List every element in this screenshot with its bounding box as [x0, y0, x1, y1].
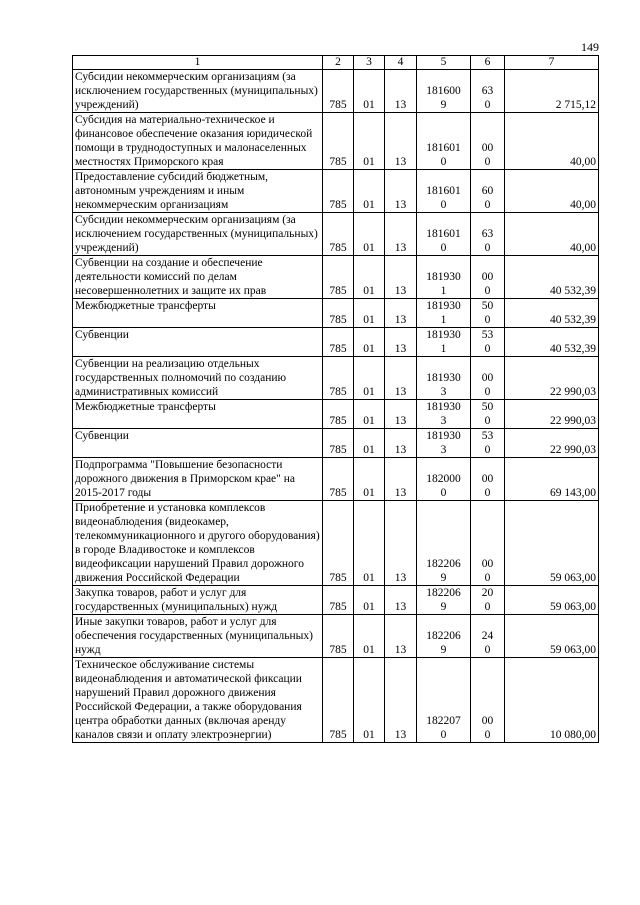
- target-code-part-2: 9: [440, 99, 447, 111]
- expense-code-part-2: 0: [484, 99, 491, 111]
- target-code-part-2: 0: [440, 487, 447, 499]
- row-name-cell: Межбюджетные трансферты: [73, 400, 323, 429]
- table-row: [73, 113, 599, 170]
- row-code-chapter: 785: [323, 458, 354, 501]
- row-name-cell: Субвенции на создание и обеспечение деятельности комиссий по делам несовершеннолетних и защите их прав: [73, 256, 323, 299]
- row-code-chapter: 785: [323, 658, 354, 743]
- table-row: [73, 256, 599, 299]
- row-amount: 2 715,12: [505, 70, 599, 113]
- row-amount: 22 990,03: [505, 400, 599, 429]
- row-amount: 40,00: [505, 213, 599, 256]
- expense-code-part-2: 0: [484, 386, 491, 398]
- page-number: 149: [581, 40, 599, 54]
- expense-code-part-1: 53: [481, 329, 494, 341]
- row-code-subsection: 13: [385, 357, 417, 400]
- row-code-expense-type: [471, 70, 505, 113]
- row-code-subsection: 13: [385, 615, 417, 658]
- expense-code-part-2: 0: [484, 572, 491, 584]
- row-code-chapter: 785: [323, 501, 354, 586]
- row-code-subsection: 13: [385, 429, 417, 458]
- expense-code-part-1: 24: [481, 630, 494, 642]
- row-amount: 59 063,00: [505, 586, 599, 615]
- row-name-cell: Иные закупки товаров, работ и услуг для обеспечения государственных (муниципальных) нужд: [73, 615, 323, 658]
- expense-code-part-2: 0: [484, 444, 491, 456]
- table-body: [73, 70, 599, 743]
- row-code-expense-type: [471, 429, 505, 458]
- row-amount: 59 063,00: [505, 501, 599, 586]
- table-header: [73, 56, 599, 70]
- row-code-target: [417, 357, 471, 400]
- row-code-section: 01: [354, 299, 385, 328]
- expense-code-part-2: 0: [484, 199, 491, 211]
- row-name-cell: Межбюджетные трансферты: [73, 299, 323, 328]
- row-code-section: 01: [354, 256, 385, 299]
- target-code-part-1: 181930: [426, 329, 461, 341]
- target-code-part-1: 181930: [426, 300, 461, 312]
- target-code-part-2: 9: [440, 644, 447, 656]
- row-code-target: [417, 113, 471, 170]
- expense-code-part-2: 0: [484, 644, 491, 656]
- row-code-expense-type: [471, 113, 505, 170]
- row-code-section: 01: [354, 357, 385, 400]
- row-code-chapter: 785: [323, 213, 354, 256]
- row-code-expense-type: [471, 501, 505, 586]
- row-name-cell: Субсидии некоммерческим организациям (за исключением государственных (муниципальных) учреждений): [73, 213, 323, 256]
- row-code-expense-type: [471, 458, 505, 501]
- expense-code-part-1: 50: [481, 300, 494, 312]
- expense-code-part-1: 60: [481, 185, 494, 197]
- table-row: [73, 615, 599, 658]
- row-name-cell: Приобретение и установка комплексов видеонаблюдения (видеокамер, телекоммуникационного и другого оборудования) в городе Владивостоке и комплексов видеофиксации нарушений Правил дорожного движения Российской Федерации: [73, 501, 323, 586]
- expense-code-part-1: 00: [481, 558, 494, 570]
- row-code-target: [417, 328, 471, 357]
- row-code-expense-type: [471, 400, 505, 429]
- row-amount: 40,00: [505, 170, 599, 213]
- target-code-part-1: 181930: [426, 271, 461, 283]
- row-code-target: [417, 458, 471, 501]
- row-code-subsection: 13: [385, 658, 417, 743]
- expense-code-part-1: 20: [481, 587, 494, 599]
- row-code-section: 01: [354, 70, 385, 113]
- row-amount: 40 532,39: [505, 328, 599, 357]
- table-row: [73, 400, 599, 429]
- row-code-chapter: 785: [323, 429, 354, 458]
- target-code-part-1: 182206: [426, 587, 461, 599]
- row-amount: 22 990,03: [505, 357, 599, 400]
- expense-code-part-1: 63: [481, 228, 494, 240]
- row-amount: 40,00: [505, 113, 599, 170]
- target-code-part-1: 181600: [426, 85, 461, 97]
- row-code-expense-type: [471, 213, 505, 256]
- expense-code-part-1: 50: [481, 401, 494, 413]
- target-code-part-2: 3: [440, 386, 447, 398]
- table-row: [73, 70, 599, 113]
- target-code-part-1: 181930: [426, 401, 461, 413]
- row-code-target: [417, 170, 471, 213]
- row-code-section: 01: [354, 586, 385, 615]
- header-col-4: 4: [385, 56, 417, 70]
- header-col-1: 1: [73, 56, 323, 70]
- row-amount: 59 063,00: [505, 615, 599, 658]
- row-code-chapter: 785: [323, 70, 354, 113]
- target-code-part-1: 181601: [426, 185, 461, 197]
- expense-code-part-1: 00: [481, 372, 494, 384]
- table-row: [73, 328, 599, 357]
- target-code-part-2: 1: [440, 285, 447, 297]
- row-code-section: 01: [354, 328, 385, 357]
- expense-code-part-1: 00: [481, 271, 494, 283]
- row-amount: 22 990,03: [505, 429, 599, 458]
- row-code-subsection: 13: [385, 299, 417, 328]
- target-code-part-1: 182206: [426, 630, 461, 642]
- row-code-chapter: 785: [323, 400, 354, 429]
- row-code-target: [417, 501, 471, 586]
- expense-code-part-1: 53: [481, 430, 494, 442]
- row-code-expense-type: [471, 299, 505, 328]
- row-code-target: [417, 400, 471, 429]
- row-code-subsection: 13: [385, 328, 417, 357]
- row-code-target: [417, 615, 471, 658]
- table-row: [73, 658, 599, 743]
- row-code-chapter: 785: [323, 256, 354, 299]
- row-code-chapter: 785: [323, 328, 354, 357]
- row-code-subsection: 13: [385, 70, 417, 113]
- row-code-target: [417, 213, 471, 256]
- header-col-7: 7: [505, 56, 599, 70]
- row-code-expense-type: [471, 357, 505, 400]
- expense-code-part-1: 00: [481, 715, 494, 727]
- row-name-cell: Субсидии некоммерческим организациям (за исключением государственных (муниципальных) учреждений): [73, 70, 323, 113]
- row-code-target: [417, 299, 471, 328]
- row-code-chapter: 785: [323, 170, 354, 213]
- row-code-chapter: 785: [323, 586, 354, 615]
- expense-code-part-2: 0: [484, 242, 491, 254]
- row-name-cell: Закупка товаров, работ и услуг для государственных (муниципальных) нужд: [73, 586, 323, 615]
- target-code-part-2: 0: [440, 242, 447, 254]
- row-code-subsection: 13: [385, 256, 417, 299]
- expense-code-part-2: 0: [484, 343, 491, 355]
- row-name-cell: Субвенции: [73, 429, 323, 458]
- row-code-expense-type: [471, 328, 505, 357]
- table-row: [73, 586, 599, 615]
- row-code-target: [417, 256, 471, 299]
- row-code-section: 01: [354, 170, 385, 213]
- header-row: [73, 56, 599, 70]
- row-code-subsection: 13: [385, 113, 417, 170]
- target-code-part-2: 1: [440, 314, 447, 326]
- row-code-chapter: 785: [323, 113, 354, 170]
- row-code-subsection: 13: [385, 501, 417, 586]
- target-code-part-1: 181601: [426, 228, 461, 240]
- header-col-2: 2: [323, 56, 354, 70]
- row-code-target: [417, 586, 471, 615]
- target-code-part-1: 182207: [426, 715, 461, 727]
- header-col-5: 5: [417, 56, 471, 70]
- target-code-part-2: 3: [440, 415, 447, 427]
- expense-code-part-2: 0: [484, 285, 491, 297]
- expense-code-part-2: 0: [484, 314, 491, 326]
- table-row: [73, 458, 599, 501]
- row-name-cell: Предоставление субсидий бюджетным, автономным учреждениям и иным некоммерческим организациям: [73, 170, 323, 213]
- row-code-target: [417, 70, 471, 113]
- expense-code-part-1: 00: [481, 142, 494, 154]
- target-code-part-2: 0: [440, 729, 447, 741]
- row-code-expense-type: [471, 586, 505, 615]
- expense-code-part-2: 0: [484, 415, 491, 427]
- target-code-part-1: 181930: [426, 430, 461, 442]
- row-code-target: [417, 429, 471, 458]
- row-code-chapter: 785: [323, 299, 354, 328]
- row-name-cell: Субсидия на материально-техническое и финансовое обеспечение оказания юридической помощи в труднодоступных и малонаселенных местностях Приморского края: [73, 113, 323, 170]
- row-code-chapter: 785: [323, 615, 354, 658]
- expense-code-part-2: 0: [484, 729, 491, 741]
- table-row: [73, 501, 599, 586]
- row-code-section: 01: [354, 400, 385, 429]
- row-code-section: 01: [354, 615, 385, 658]
- expense-code-part-1: 63: [481, 85, 494, 97]
- header-col-3: 3: [354, 56, 385, 70]
- target-code-part-2: 3: [440, 444, 447, 456]
- row-code-subsection: 13: [385, 586, 417, 615]
- row-amount: 69 143,00: [505, 458, 599, 501]
- row-amount: 40 532,39: [505, 256, 599, 299]
- target-code-part-2: 9: [440, 601, 447, 613]
- target-code-part-1: 181930: [426, 372, 461, 384]
- row-code-expense-type: [471, 170, 505, 213]
- budget-table: [72, 55, 599, 743]
- expense-code-part-2: 0: [484, 156, 491, 168]
- row-code-target: [417, 658, 471, 743]
- expense-code-part-2: 0: [484, 601, 491, 613]
- table-row: [73, 213, 599, 256]
- row-name-cell: Субвенции: [73, 328, 323, 357]
- row-code-section: 01: [354, 213, 385, 256]
- expense-code-part-2: 0: [484, 487, 491, 499]
- row-code-subsection: 13: [385, 458, 417, 501]
- target-code-part-1: 182206: [426, 558, 461, 570]
- expense-code-part-1: 00: [481, 473, 494, 485]
- row-amount: 10 080,00: [505, 658, 599, 743]
- target-code-part-2: 0: [440, 199, 447, 211]
- target-code-part-1: 181601: [426, 142, 461, 154]
- row-code-section: 01: [354, 113, 385, 170]
- row-code-subsection: 13: [385, 400, 417, 429]
- row-code-section: 01: [354, 501, 385, 586]
- target-code-part-1: 182000: [426, 473, 461, 485]
- row-code-chapter: 785: [323, 357, 354, 400]
- row-code-section: 01: [354, 658, 385, 743]
- row-name-cell: Субвенции на реализацию отдельных государственных полномочий по созданию административных комиссий: [73, 357, 323, 400]
- table-row: [73, 299, 599, 328]
- row-name-cell: Подпрограмма "Повышение безопасности дорожного движения в Приморском крае" на 2015-2017 годы: [73, 458, 323, 501]
- table-row: [73, 357, 599, 400]
- row-code-section: 01: [354, 429, 385, 458]
- row-code-expense-type: [471, 256, 505, 299]
- table-row: [73, 429, 599, 458]
- target-code-part-2: 9: [440, 572, 447, 584]
- target-code-part-2: 1: [440, 343, 447, 355]
- row-code-subsection: 13: [385, 170, 417, 213]
- target-code-part-2: 0: [440, 156, 447, 168]
- row-name-cell: Техническое обслуживание системы видеонаблюдения и автоматической фиксации нарушений Правил дорожного движения Российской Федерации, а также оборудования центра обработки данных (включая аренду каналов связи и оплату электроэнергии): [73, 658, 323, 743]
- row-code-expense-type: [471, 615, 505, 658]
- row-code-subsection: 13: [385, 213, 417, 256]
- row-code-expense-type: [471, 658, 505, 743]
- header-col-6: 6: [471, 56, 505, 70]
- row-amount: 40 532,39: [505, 299, 599, 328]
- row-code-section: 01: [354, 458, 385, 501]
- table-row: [73, 170, 599, 213]
